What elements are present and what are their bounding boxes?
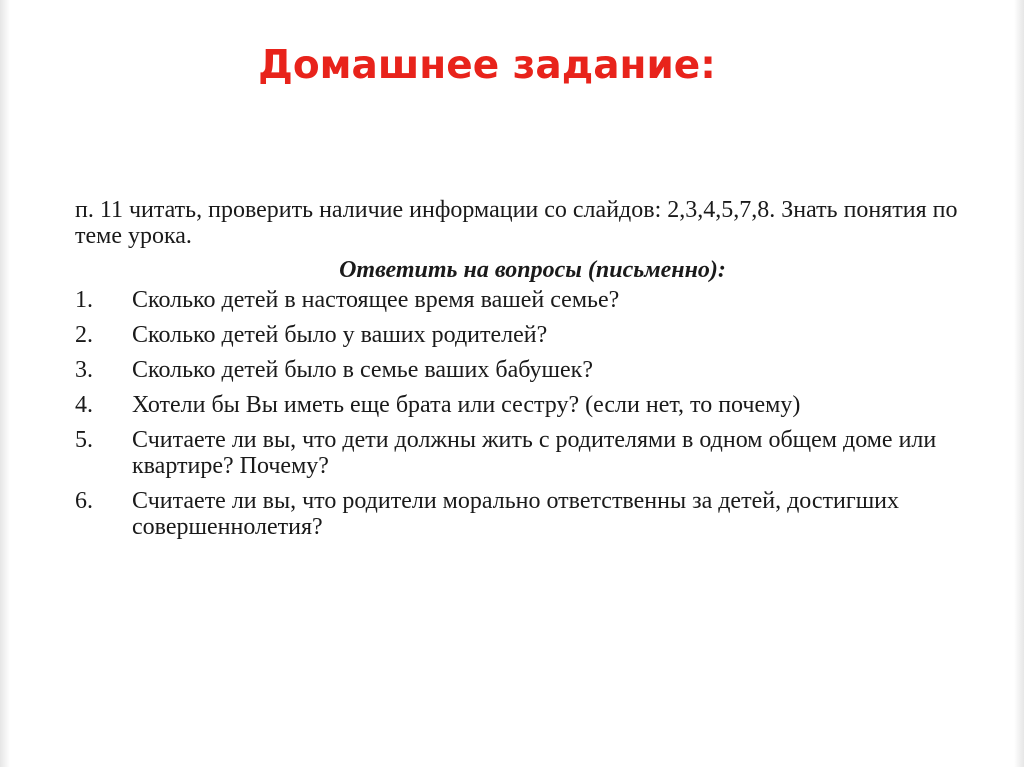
slide-title: Домашнее задание: <box>258 43 716 88</box>
list-item <box>75 357 980 383</box>
questions-list <box>75 287 980 540</box>
list-item <box>75 392 980 418</box>
question-text: Считаете ли вы, что родители морально ответственны за детей, достигших совершеннолетия? <box>132 488 900 540</box>
list-item <box>75 488 980 540</box>
question-text: Хотели бы Вы иметь еще брата или сестру? (если нет, то почему) <box>132 392 801 418</box>
question-number: 1. <box>75 287 93 313</box>
list-item <box>75 427 980 479</box>
question-text: Сколько детей было у ваших родителей? <box>132 322 548 348</box>
slide-body <box>75 197 980 540</box>
question-number: 3. <box>75 357 93 383</box>
slide-edge-right <box>1014 0 1024 767</box>
question-number: 6. <box>75 488 93 514</box>
intro-text: п. 11 читать, проверить наличие информации со слайдов: 2,3,4,5,7,8. Знать понятия по теме урока. <box>75 197 958 249</box>
question-number: 2. <box>75 322 93 348</box>
question-text: Сколько детей в настоящее время вашей семье? <box>132 287 620 313</box>
question-number: 4. <box>75 392 93 418</box>
list-item <box>75 322 980 348</box>
questions-heading-text: Ответить на вопросы (письменно): <box>339 257 726 283</box>
questions-heading <box>75 257 980 283</box>
question-number: 5. <box>75 427 93 453</box>
list-item <box>75 287 980 313</box>
slide-title-container <box>0 43 1024 88</box>
slide-edge-left <box>0 0 10 767</box>
question-text: Сколько детей было в семье ваших бабушек? <box>132 357 593 383</box>
question-text: Считаете ли вы, что дети должны жить с родителями в одном общем доме или квартире? Почему? <box>132 427 937 479</box>
